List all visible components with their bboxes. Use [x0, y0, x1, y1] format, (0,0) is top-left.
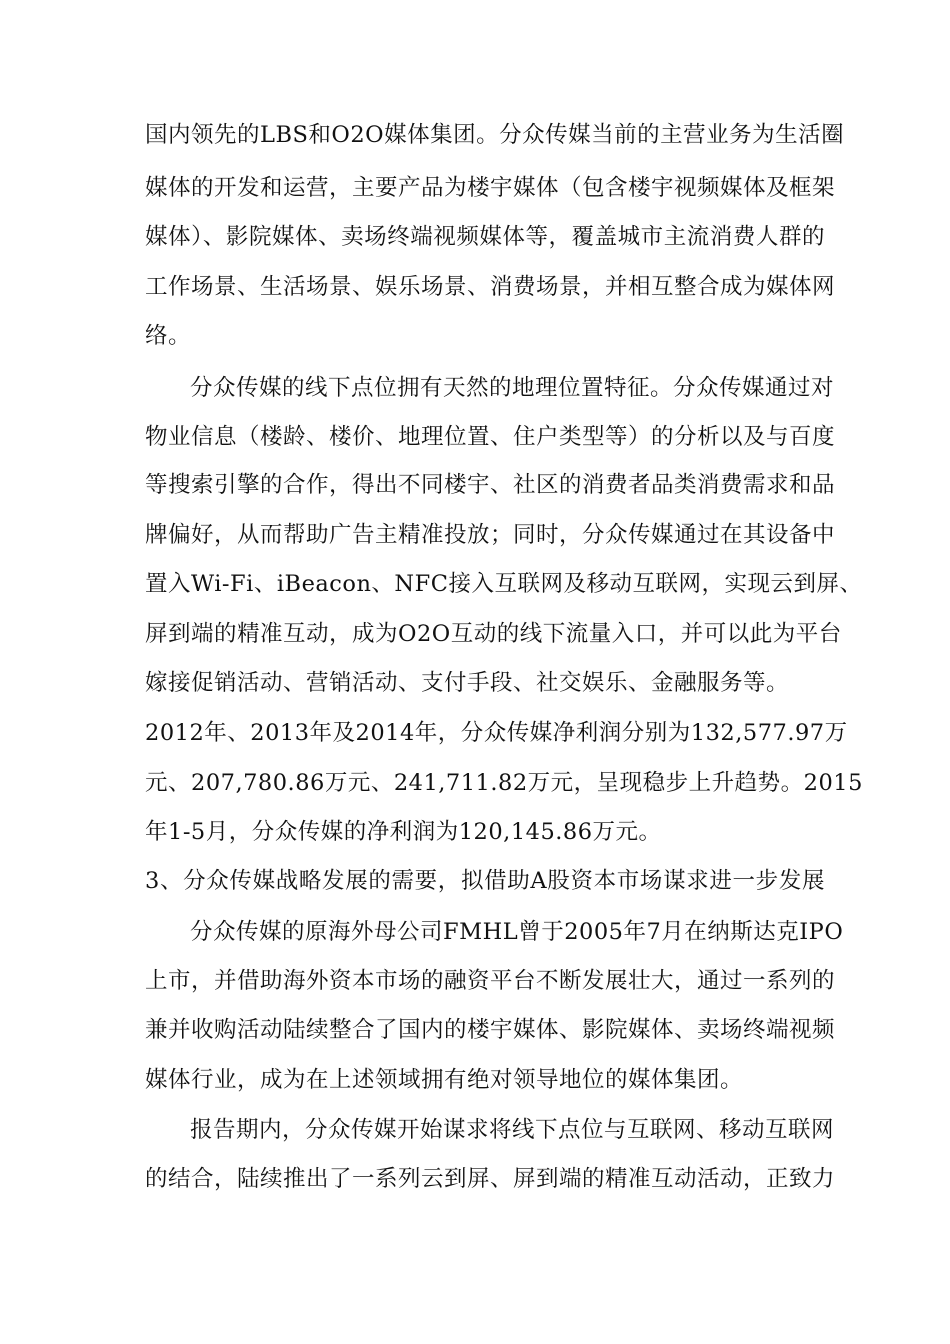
text-line: 等搜索引擎的合作，得出不同楼宇、社区的消费者品类消费需求和品 [145, 472, 836, 498]
text-line: 嫁接促销活动、营销活动、支付手段、社交娱乐、金融服务等。 [145, 670, 790, 696]
text-line: 屏到端的精准互动，成为O2O互动的线下流量入口，并可以此为平台 [145, 621, 842, 647]
paragraph-first-line: 分众传媒的线下点位拥有天然的地理位置特征。分众传媒通过对 [190, 375, 835, 401]
text-line: 上市，并借助海外资本市场的融资平台不断发展壮大，通过一系列的 [145, 968, 836, 994]
text-line: 牌偏好，从而帮助广告主精准投放；同时，分众传媒通过在其设备中 [145, 522, 836, 548]
paragraph-first-line: 报告期内，分众传媒开始谋求将线下点位与互联网、移动互联网 [190, 1117, 835, 1143]
text-line: 媒体行业，成为在上述领域拥有绝对领导地位的媒体集团。 [145, 1067, 744, 1093]
text-line: 媒体的开发和运营，主要产品为楼宇媒体（包含楼宇视频媒体及框架 [145, 175, 836, 201]
section-heading: 3、分众传媒战略发展的需要，拟借助A股资本市场谋求进一步发展 [145, 868, 825, 894]
text-line: 物业信息（楼龄、楼价、地理位置、住户类型等）的分析以及与百度 [145, 424, 836, 450]
text-line: 媒体）、影院媒体、卖场终端视频媒体等，覆盖城市主流消费人群的 [145, 224, 825, 250]
text-line: 的结合，陆续推出了一系列云到屏、屏到端的精准互动活动，正致力 [145, 1166, 836, 1192]
text-line: 兼并收购活动陆续整合了国内的楼宇媒体、影院媒体、卖场终端视频 [145, 1017, 836, 1043]
paragraph-first-line: 分众传媒的原海外母公司FMHL曾于2005年7月在纳斯达克IPO [190, 919, 844, 945]
text-line: 年1-5月，分众传媒的净利润为120,145.86万元。 [145, 819, 662, 845]
text-line: 工作场景、生活场景、娱乐场景、消费场景，并相互整合成为媒体网 [145, 274, 836, 300]
text-line: 国内领先的LBS和O2O媒体集团。分众传媒当前的主营业务为生活圈 [145, 122, 845, 148]
text-line: 络。 [145, 323, 192, 349]
text-line: 元、207,780.86万元、241,711.82万元，呈现稳步上升趋势。2015 [145, 770, 863, 796]
text-line: 置入Wi-Fi、iBeacon、NFC接入互联网及移动互联网，实现云到屏、 [145, 571, 863, 597]
text-line: 2012年、2013年及2014年，分众传媒净利润分别为132,577.97万 [145, 720, 848, 746]
